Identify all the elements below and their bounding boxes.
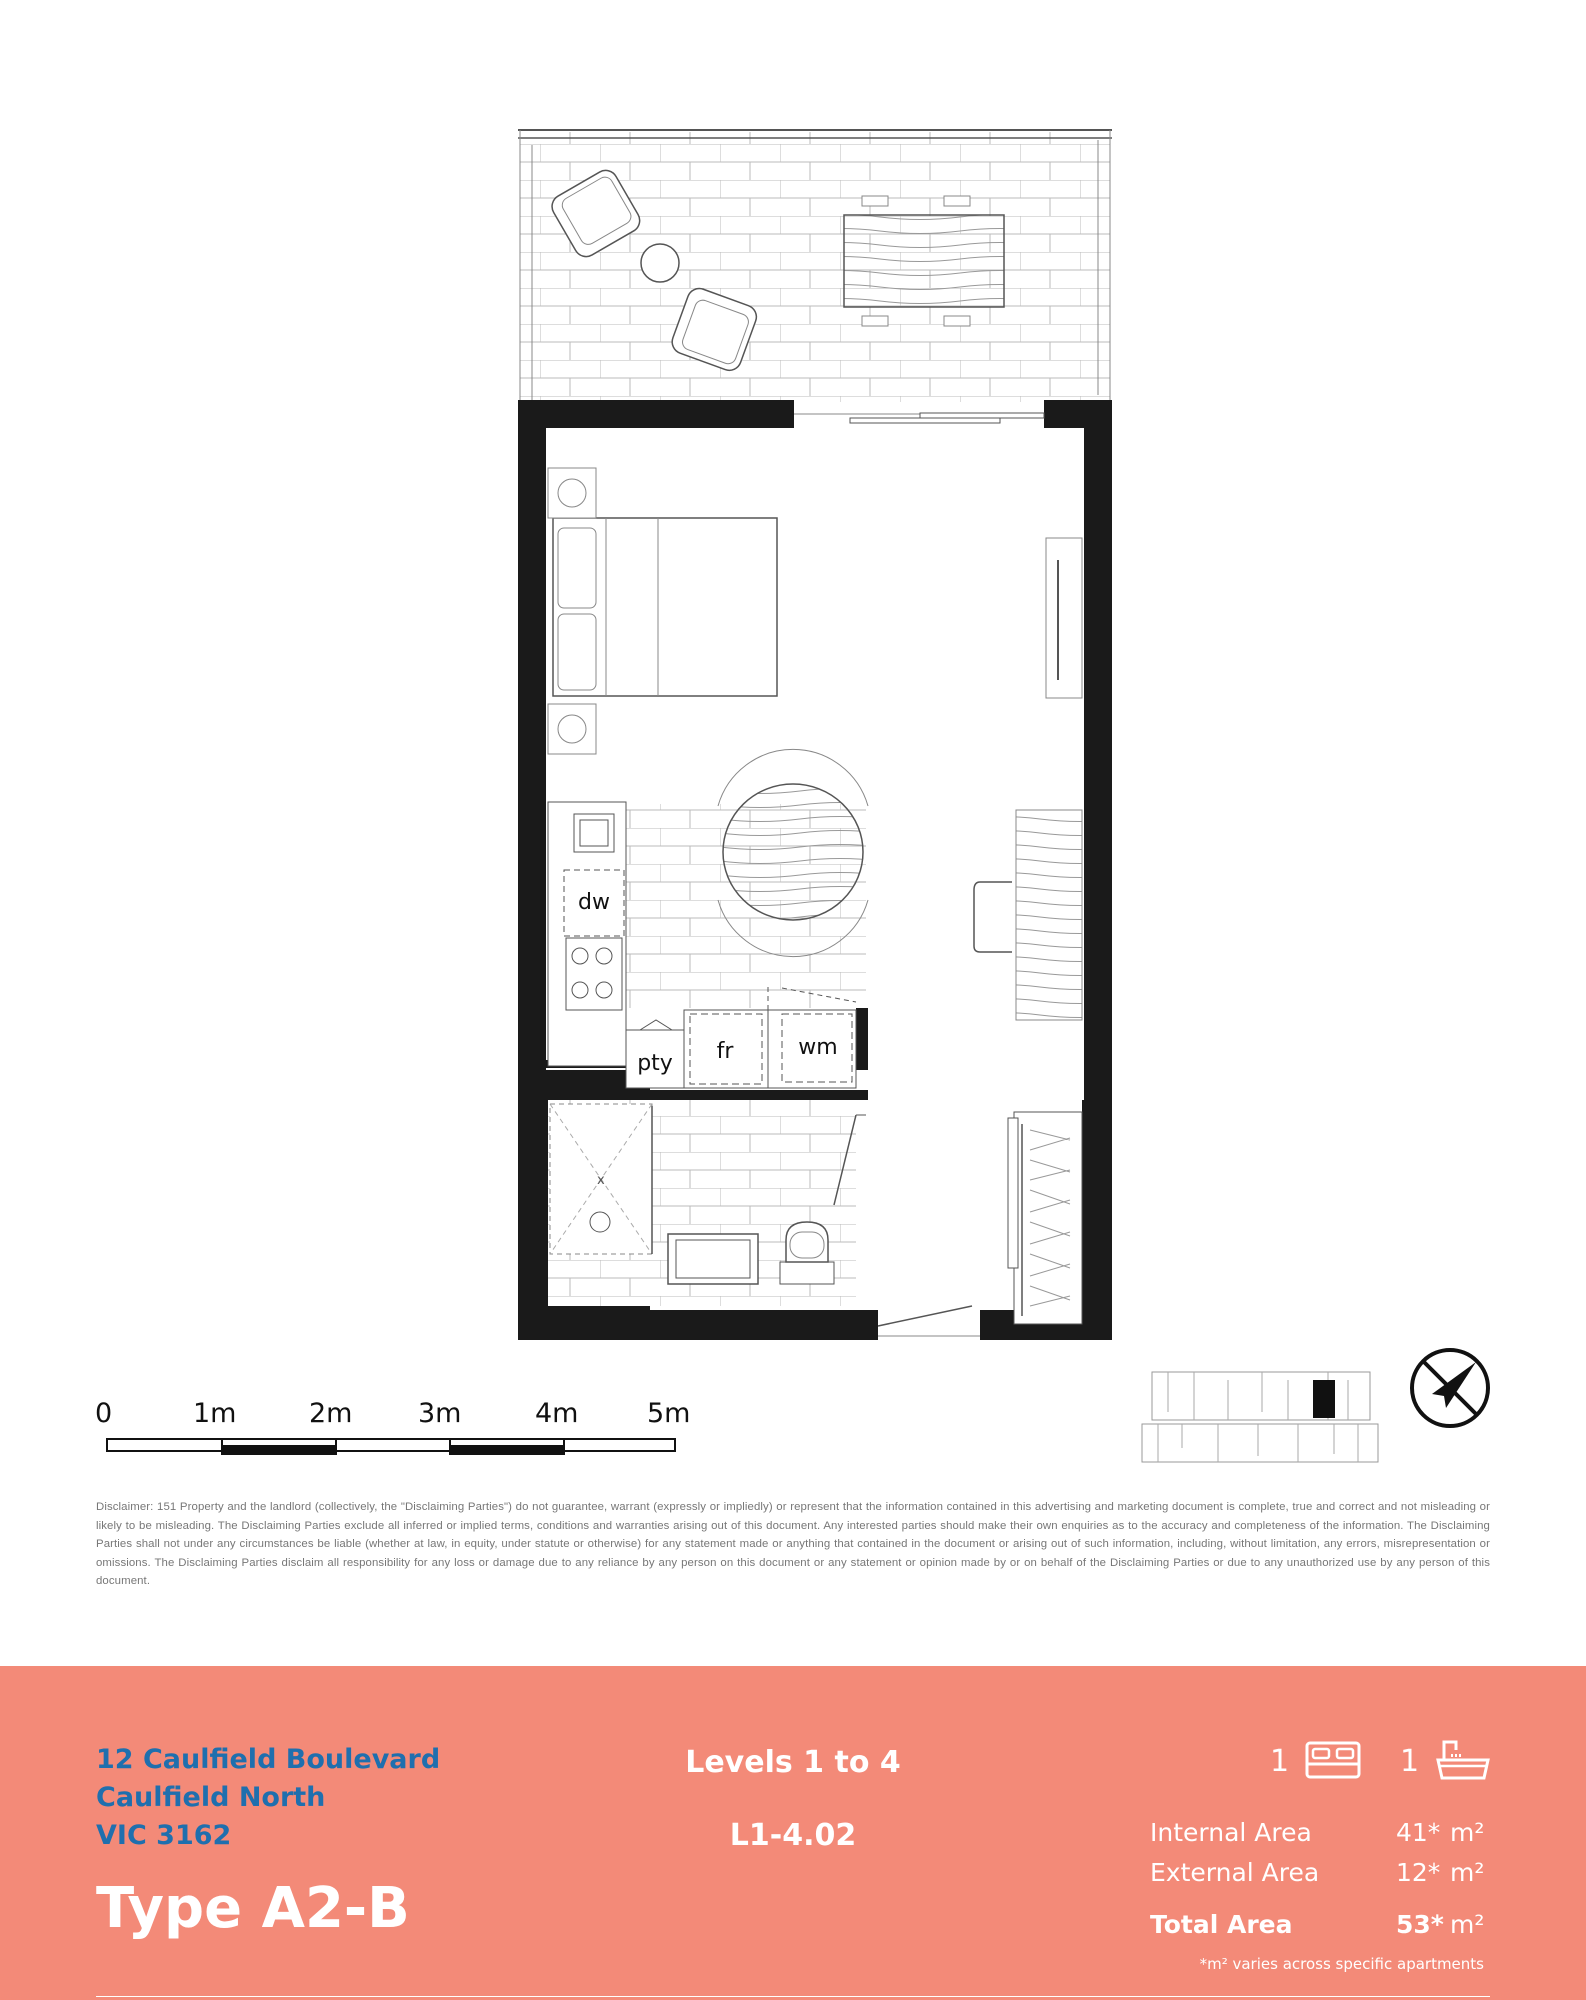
external-area-label: External Area (1150, 1858, 1320, 1887)
side-table (641, 244, 679, 282)
levels-label: Levels 1 to 4 (685, 1745, 901, 1780)
internal-area-row (1150, 1818, 1484, 1854)
bed-icon (1304, 1740, 1362, 1782)
bedroom-count: 1 (1270, 1744, 1290, 1779)
north-arrow-icon (1404, 1342, 1492, 1430)
bathroom-count: 1 (1400, 1744, 1420, 1779)
total-area-row (1150, 1910, 1484, 1946)
scale-bar (106, 1436, 678, 1460)
type-title: Type A2-B (96, 1876, 410, 1941)
scale-label-2: 2m (309, 1398, 353, 1429)
internal-area-value: 41* (1396, 1818, 1441, 1847)
unit-code: L1-4.02 (729, 1818, 857, 1853)
area-footnote: *m² varies across specific apartments (1199, 1955, 1484, 1973)
scale-label-0: 0 (95, 1398, 113, 1429)
scale-label-4: 4m (535, 1398, 579, 1429)
bedside-table-top (548, 468, 596, 518)
scale-label-5: 5m (647, 1398, 691, 1429)
total-area-label: Total Area (1150, 1910, 1293, 1939)
disclaimer: Disclaimer: 151 Property and the landlord (collectively, the "Disclaiming Parties") do not guarantee, warrant (expressly or impliedly) or represent that the information contained in this advertising and marketing document is complete, true and correct and not misleading or likely to be misleading. The Disclaiming Parties exclude all inferred or implied terms, conditions and warranties arising out of this document. Any interested parties should make their own enquiries as to the accuracy and completeness of the information. The Disclaiming Parties shall not under any circumstances be liable (whether at law, in equity, under statute or otherwise) for any statement made or anything that contained in the document or arising out of such information, including, without limitation, any errors, misrepresentation or omissions. The Disclaiming Parties disclaim all responsibility for any loss or damage due to any reliance by any person on this document or any statement or opinion made by or on behalf of the Disclaiming Parties or due to any unauthorized use by any person of this document. (96, 1501, 1490, 1588)
pty-label: pty (637, 1051, 673, 1076)
fr-label: fr (716, 1039, 734, 1064)
external-area-unit: m² (1450, 1858, 1485, 1887)
footer-divider (96, 1996, 1490, 1997)
external-area-row (1150, 1858, 1484, 1894)
external-area-value: 12* (1396, 1858, 1441, 1887)
key-plan (1138, 1368, 1384, 1466)
internal-area-label: Internal Area (1150, 1818, 1312, 1847)
svg-text:x: x (597, 1173, 605, 1188)
address-line-1: 12 Caulfield Boulevard (96, 1744, 441, 1775)
internal-area-unit: m² (1450, 1818, 1485, 1847)
bath-icon (1434, 1736, 1492, 1784)
bedside-table-bottom (548, 704, 596, 754)
address-line-2: Caulfield North (96, 1782, 326, 1813)
wm-label: wm (798, 1035, 838, 1060)
balcony-dining-table (844, 196, 1004, 326)
dw-label: dw (578, 890, 610, 915)
address-line-3: VIC 3162 (96, 1820, 232, 1851)
scale-label-1: 1m (193, 1398, 237, 1429)
scale-label-3: 3m (418, 1398, 462, 1429)
bed (553, 518, 777, 696)
balcony-sliding-door (794, 413, 1044, 423)
bathroom (548, 1100, 856, 1306)
total-area-value: 53* (1396, 1910, 1444, 1939)
kitchen-bench (548, 802, 626, 1066)
tv-unit (1046, 538, 1082, 698)
total-area-unit: m² (1450, 1910, 1485, 1939)
wardrobe (1008, 1112, 1082, 1324)
